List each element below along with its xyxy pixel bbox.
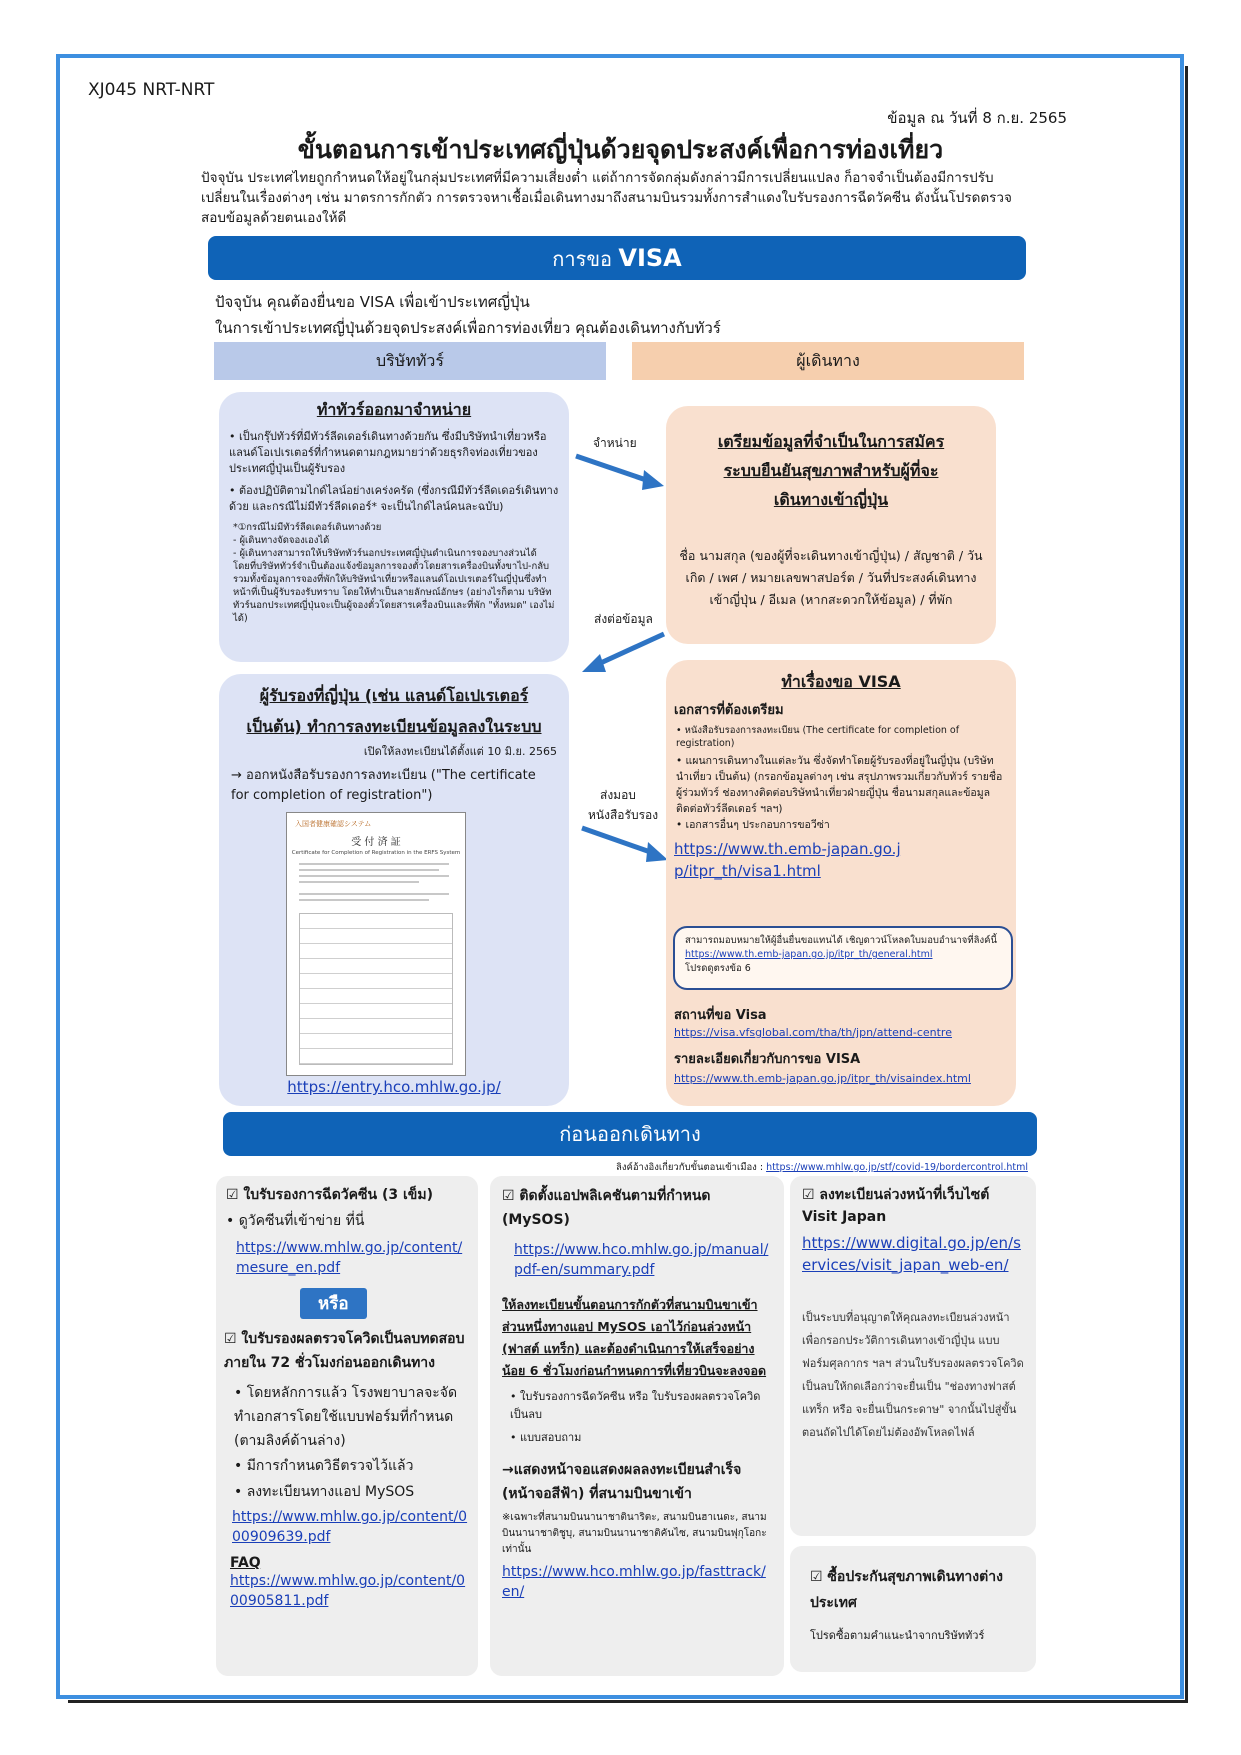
visa-section-bar [208,236,1026,280]
visa-apply-panel [666,660,1016,1106]
pcr-heading: ☑ ใบรับรองผลตรวจโควิดเป็นลบทดสอบภายใน 72 ชั่วโมงก่อนออกเดินทาง [224,1331,465,1371]
tour-bullet-1: • เป็นกรุ๊ปทัวร์ที่มีทัวร์ลีดเดอร์เดินทางด้วยกัน ซึ่งมีบริษัทนำเที่ยวหรือแลนด์โอเปเรเตอร์ที่กำหนดตามกฎหมายว่าด้วยธุรกิจท่องเที่ยวของประเทศญี่ปุ่นเป็นผู้รับรอง [229,430,547,475]
deliver-label-1: ส่งมอบ [600,788,636,802]
callout-note: โปรดดูตรงข้อ 6 [685,963,751,974]
entry-hco-link[interactable]: https://entry.hco.mhlw.go.jp/ [287,1078,501,1096]
vfs-link[interactable]: https://visa.vfsglobal.com/tha/th/jpn/attend-centre [674,1026,952,1039]
detail-header: รายละเอียดเกี่ยวกับการขอ VISA [674,1052,861,1067]
pcr-bullet-1: • โดยหลักการแล้ว โรงพยาบาลจะจัดทำเอกสารโดยใช้แบบฟอร์มที่กำหนด (ตามลิงค์ด้านล่าง) [234,1385,458,1449]
mysos-manual-link[interactable]: https://www.hco.mhlw.go.jp/manual/pdf-en/summary.pdf [514,1242,769,1278]
airport-note: ※เฉพาะที่สนามบินนานาชาตินาริตะ, สนามบินฮาเนดะ, สนามบินนานาชาติชูบุ, สนามบินนานาชาติคันไซ, สนามบินฟุกุโอกะเท่านั้น [502,1512,767,1555]
faq-link[interactable]: https://www.mhlw.go.jp/content/000905811.pdf [230,1573,466,1609]
tour-note-2: - ผู้เดินทางจัดจองเองได้ [233,535,330,546]
visa-apply-title: ทำเรื่องขอ VISA [781,672,901,691]
intro-text: ปัจจุบัน ประเทศไทยถูกกำหนดให้อยู่ในกลุ่มประเทศที่มีความเสี่ยงต่ำ แต่ถ้าการจัดกลุ่มดังกล่าวมีการเปลี่ยนแปลง ก็อาจจำเป็นต้องมีการปรับเปลี่ยนในเรื่องต่างๆ เช่น มาตรการกักตัว การตรวจหาเชื้อเมื่อเดินทางมาถึงสนามบินรวมทั้งการสำแดงใบรับรองการฉีดวัคซีน ดังนั้นโปรดตรวจสอบข้อมูลด้วยตนเองให้ดี [201,170,1012,226]
docs-header: เอกสารที่ต้องเตรียม [674,703,784,718]
mesure-link[interactable]: https://www.mhlw.go.jp/content/mesure_en.pdf [236,1240,463,1276]
fasttrack-instruction: ให้ลงทะเบียนขั้นตอนการกักตัวที่สนามบินขาเข้าส่วนหนึ่งทางแอป MySOS เอาไว้ก่อนล่วงหน้า (ฟาสต์ แทร็ก) และต้องดำเนินการให้เสร็จอย่างน้อย 6 ชั่วโมงก่อนกำหนดการที่เที่ยวบินจะลงจอด [502,1297,767,1378]
insurance-body: โปรดซื้อตามคำแนะนำจากบริษัททัวร์ [810,1629,985,1642]
blue-screen-heading: →แสดงหน้าจอแสดงผลลงทะเบียนสำเร็จ (หน้าจอสีฟ้า) ที่สนามบินขาเข้า [502,1462,742,1502]
fasttrack-bullet-1: • ใบรับรองการฉีดวัคซีน หรือ ใบรับรองผลตรวจโควิดเป็นลบ [510,1390,761,1421]
visit-japan-link[interactable]: https://www.digital.go.jp/en/services/visit_japan_web-en/ [802,1234,1021,1274]
mysos-column [490,1176,784,1676]
doc-line [299,875,449,877]
bordercontrol-link[interactable]: https://www.mhlw.go.jp/stf/covid-19/bordercontrol.html [766,1162,1028,1173]
visa1-link[interactable]: https://www.th.emb-japan.go.jp/itpr_th/visa1.html [674,840,901,880]
mysos-heading: ☑ ติดตั้งแอปพลิเคชันตามที่กำหนด (MySOS) [502,1188,711,1228]
tour-note-3: - ผู้เดินทางสามารถให้บริษัททัวร์นอกประเทศญี่ปุ่นดำเนินการจองบางส่วนได้ โดยที่บริษัททัวร์จำเป็นต้องแจ้งข้อมูลการจองตั๋วโดยสารเครื่องบินทั้งขาไป-กลับรวมทั้งข้อมูลการจองที่พักให้บริษัทนำเที่ยวหรือแลนด์โอเปเรเตอร์ในญี่ปุ่นซึ่งทำหน้าที่เป็นผู้รับรองรับทราบ โดยให้ทำเป็นลายลักษณ์อักษร (อย่างไรก็ตาม บริษัททัวร์นอกประเทศญี่ปุ่นจะเป็นผู้จองตั๋วโดยสารเครื่องบินและที่พัก "ทั้งหมด" เองไม่ได้) [233,548,555,624]
reference-label: ลิงค์อ้างอิงเกี่ยวกับขั้นตอนเข้าเมือง : [616,1162,764,1173]
registration-opened: เปิดให้ลงทะเบียนได้ตั้งแต่ 10 มิ.ย. 2565 [363,745,557,758]
general-link[interactable]: https://www.th.emb-japan.go.jp/itpr_th/general.html [685,949,933,960]
certificate-issue: → ออกหนังสือรับรองการลงทะเบียน ("The certificate for completion of registration") [231,768,536,803]
guarantor-title-1: ผู้รับรองที่ญี่ปุ่น (เช่น แลนด์โอเปเรเตอร์ [259,686,529,705]
route-code: XJ045 NRT-NRT [88,80,215,100]
deliver-label-2: หนังสือรับรอง [588,808,659,822]
prepare-title-1: เตรียมข้อมูลที่จำเป็นในการสมัคร [717,432,945,451]
doc-subtitle: Certificate for Completion of Registration in the ERFS System [291,850,461,856]
doc-item-1: • หนังสือรับรองการลงทะเบียน (The certificate for completion of registration) [676,725,960,749]
or-badge: หรือ [300,1288,367,1319]
visa-bar-prefix: การขอ [552,247,613,271]
fasttrack-bullet-2: • แบบสอบถาม [510,1431,582,1444]
visit-japan-heading: ☑ ลงทะเบียนล่วงหน้าที่เว็บไซต์ Visit Japan [802,1187,990,1225]
prepare-title-3: เดินทางเข้าญี่ปุ่น [773,490,889,509]
doc-system-name: 入国者健康確認システム [295,820,372,828]
prepare-body: ชื่อ นามสกุล (ของผู้ที่จะเดินทางเข้าญี่ปุ่น) / สัญชาติ / วันเกิด / เพศ / หมายเลขพาสปอร์ต / วันที่ประสงค์เดินทางเข้าญี่ปุ่น / อีเมล (หากสะดวกให้ข้อมูล) / ที่พัก [679,548,983,607]
sell-arrow-icon [572,450,668,492]
faq-label: FAQ [230,1555,261,1571]
send-info-arrow-icon [578,628,670,674]
doc-title: 受 付 済 証 [351,837,401,848]
visit-japan-column [790,1176,1036,1536]
page-title: ขั้นตอนการเข้าประเทศญี่ปุ่นด้วยจุดประสงค์เพื่อการท่องเที่ยว [297,135,944,164]
insurance-heading: ☑ ซื้อประกันสุขภาพเดินทางต่างประเทศ [810,1569,1003,1611]
traveler-header: ผู้เดินทาง [632,342,1024,380]
tour-bullet-2: • ต้องปฏิบัติตามไกด์ไลน์อย่างเคร่งครัด (ซึ่งกรณีมีทัวร์ลีดเดอร์เดินทางด้วย และกรณีไม่มีทัวร์ลีดเดอร์* จะเป็นไกด์ไลน์คนละฉบับ) [229,484,559,513]
tour-company-header: บริษัททัวร์ [214,342,606,380]
insurance-column [790,1546,1036,1672]
visa-line-1: ปัจจุบัน คุณต้องยื่นขอ VISA เพื่อเข้าประเทศญี่ปุ่น [215,293,530,311]
prepare-title-2: ระบบยืนยันสุขภาพสำหรับผู้ที่จะ [723,461,939,480]
traveler-prepare-panel [666,406,996,644]
guarantor-title-2: เป็นต้น) ทำการลงทะเบียนข้อมูลลงในระบบ [246,717,542,736]
send-info-label: ส่งต่อข้อมูล [594,612,653,626]
departure-section-bar: ก่อนออกเดินทาง [223,1112,1037,1156]
doc-line [299,881,419,883]
vaccine-column [216,1176,478,1676]
sell-label: จำหน่าย [593,436,637,450]
doc-item-2: • แผนการเดินทางในแต่ละวัน ซึ่งจัดทำโดยผู้รับรองที่อยู่ในญี่ปุ่น (บริษัทนำเที่ยว เป็นต้น) (กรอกข้อมูลต่างๆ เช่น สรุปภาพรวมเกี่ยวกับทัวร์ รายชื่อผู้ร่วมทัวร์ ช่องทางติดต่อบริษัทนำเที่ยวฝ่ายญี่ปุ่น ชื่อนามสกุลและข้อมูลติดต่อทัวร์ลีดเดอร์ ฯลฯ) [676,755,1003,815]
fasttrack-link[interactable]: https://www.hco.mhlw.go.jp/fasttrack/en/ [502,1564,766,1600]
tour-create-panel [219,392,569,662]
reference-line [616,1160,1028,1175]
doc-line [299,869,439,871]
vaccine-heading: ☑ ใบรับรองการฉีดวัคซีน (3 เข็ม) [226,1187,433,1203]
doc-line [299,863,449,865]
pcr-bullet-2: • มีการกำหนดวิธีตรวจไว้แล้ว [234,1458,414,1474]
doc-item-3: • เอกสารอื่นๆ ประกอบการขอวีซ่า [676,819,830,831]
info-date: ข้อมูล ณ วันที่ 8 ก.ย. 2565 [887,109,1067,127]
visa-bar-main: VISA [618,244,682,272]
callout-text: สามารถมอบหมายให้ผู้อื่นยื่นขอแทนได้ เชิญดาวน์โหลดใบมอบอำนาจที่ลิงค์นี้ [685,935,997,946]
tour-create-title: ทำทัวร์ออกมาจำหน่าย [316,400,472,419]
visa-line-2: ในการเข้าประเทศญี่ปุ่นด้วยจุดประสงค์เพื่อการท่องเที่ยว คุณต้องเดินทางกับทัวร์ [215,319,721,337]
pcr-bullet-3: • ลงทะเบียนทางแอป MySOS [234,1484,415,1500]
form-link[interactable]: https://www.mhlw.go.jp/content/000909639.pdf [232,1509,468,1545]
doc-line [299,893,449,895]
doc-table [299,913,453,1065]
deliver-arrow-icon [578,822,672,866]
doc-line [299,899,429,901]
vaccine-bullet: • ดูวัคซีนที่เข้าข่าย ที่นี่ [226,1213,365,1229]
tour-note-1: *①กรณีไม่มีทัวร์ลีดเดอร์เดินทางด้วย [233,522,382,533]
visit-japan-body: เป็นระบบที่อนุญาตให้คุณลงทะเบียนล่วงหน้าเพื่อกรอกประวัติการเดินทางเข้าญี่ปุ่น แบบฟอร์มศุลกากร ฯลฯ ส่วนใบรับรองผลตรวจโควิดเป็นลบให้กดเลือกว่าจะยื่นเป็น "ช่องทางฟาสต์ แทร็ก หรือ จะยื่นเป็นกระดาษ" จากนั้นไปสู่ขั้นตอนถัดไปได้โดยไม่ต้องอัพโหลดไฟล์ [802,1311,1024,1439]
proxy-callout [673,926,1013,990]
certificate-image [286,812,466,1076]
place-header: สถานที่ขอ Visa [674,1008,767,1023]
visaindex-link[interactable]: https://www.th.emb-japan.go.jp/itpr_th/visaindex.html [674,1072,971,1085]
